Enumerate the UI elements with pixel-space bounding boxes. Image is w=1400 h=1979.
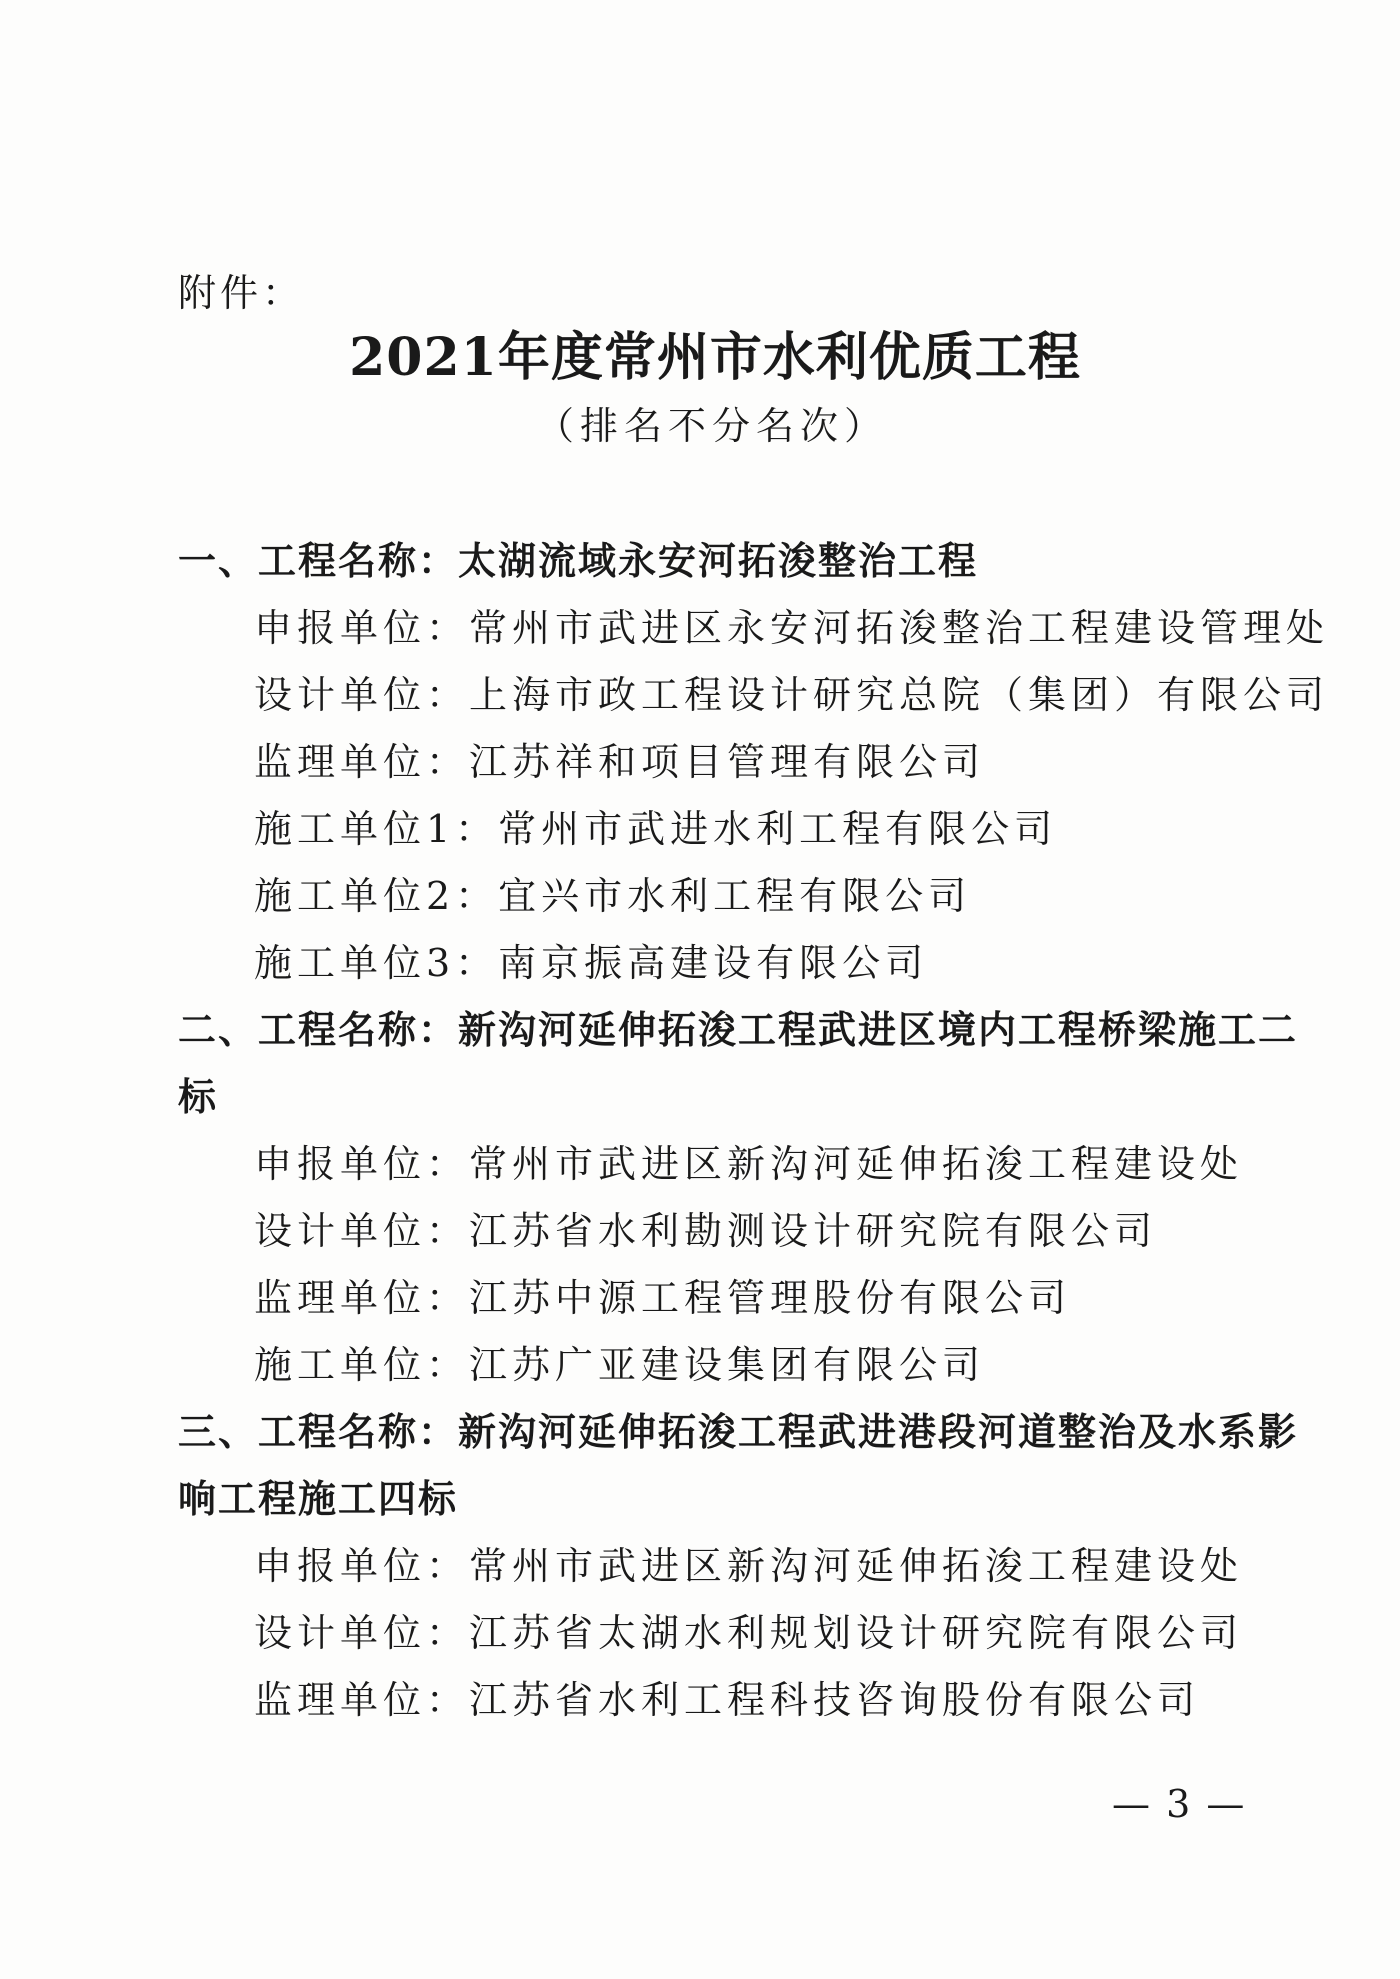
attachment-label: 附件： [178, 271, 305, 315]
project-2-supervisor: 监理单位：江苏中源工程管理股份有限公司 [254, 1276, 1072, 1320]
project-2-contractor: 施工单位：江苏广亚建设集团有限公司 [254, 1343, 986, 1387]
project-1-designer: 设计单位：上海市政工程设计研究总院（集团）有限公司 [254, 673, 1330, 717]
project-3-heading: 三、工程名称：新沟河延伸拓浚工程武进港段河道整治及水系影 [178, 1409, 1299, 1454]
project-1-contractor-2: 施工单位2：宜兴市水利工程有限公司 [254, 874, 972, 918]
project-1-supervisor: 监理单位：江苏祥和项目管理有限公司 [254, 740, 986, 784]
project-2-heading: 二、工程名称：新沟河延伸拓浚工程武进区境内工程桥梁施工二 [178, 1007, 1299, 1052]
document-subtitle: （排名不分名次） [535, 404, 888, 448]
project-3-designer: 设计单位：江苏省太湖水利规划设计研究院有限公司 [254, 1611, 1244, 1655]
project-1-heading: 一、工程名称：太湖流域永安河拓浚整治工程 [178, 538, 979, 583]
project-1-contractor-1: 施工单位1：常州市武进水利工程有限公司 [254, 807, 1058, 851]
project-2-applicant: 申报单位：常州市武进区新沟河延伸拓浚工程建设处 [254, 1142, 1244, 1186]
document-title: 2021年度常州市水利优质工程 [349, 327, 1081, 388]
project-1-contractor-3: 施工单位3：南京振高建设有限公司 [254, 941, 929, 985]
project-2-designer: 设计单位：江苏省水利勘测设计研究院有限公司 [254, 1209, 1158, 1253]
project-3-supervisor: 监理单位：江苏省水利工程科技咨询股份有限公司 [254, 1678, 1201, 1722]
project-3-applicant: 申报单位：常州市武进区新沟河延伸拓浚工程建设处 [254, 1544, 1244, 1588]
project-3-heading-continued: 响工程施工四标 [178, 1476, 459, 1521]
project-2-heading-continued: 标 [178, 1074, 219, 1119]
page-number: — 3 — [1112, 1782, 1247, 1826]
project-1-applicant: 申报单位：常州市武进区永安河拓浚整治工程建设管理处 [254, 606, 1330, 650]
